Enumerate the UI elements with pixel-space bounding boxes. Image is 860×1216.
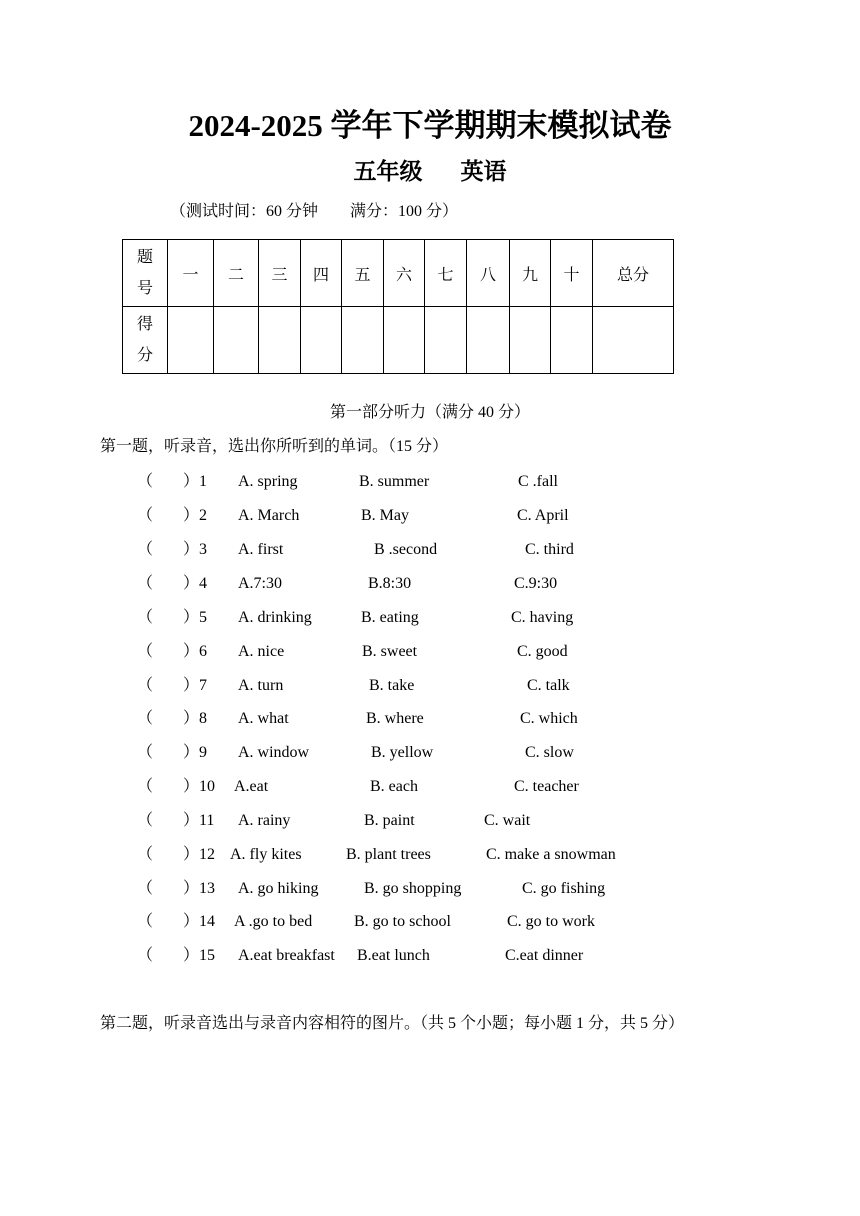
answer-paren-open: （ — [137, 947, 154, 964]
option-b: B. where — [366, 710, 424, 727]
option-a: A. drinking — [238, 609, 312, 626]
option-b: B. May — [361, 507, 409, 524]
question-number: 6 — [199, 643, 207, 660]
question-number: 13 — [199, 880, 215, 897]
option-a: A. go hiking — [238, 880, 319, 897]
option-a: A. spring — [238, 473, 298, 490]
option-a: A. what — [238, 710, 289, 727]
answer-paren-open: （ — [137, 880, 154, 897]
answer-paren-close: ） — [183, 710, 200, 727]
answer-paren-close: ） — [183, 744, 200, 761]
option-c: C. having — [511, 609, 574, 626]
option-b: B. paint — [364, 812, 415, 829]
option-b: B. yellow — [371, 744, 434, 761]
option-c: C .fall — [518, 473, 558, 490]
header-label-top: 题 — [136, 249, 153, 266]
question-number: 14 — [199, 913, 215, 930]
question-number: 2 — [199, 507, 207, 524]
column-header: 四 — [301, 240, 342, 307]
score-table-score-label — [123, 307, 168, 374]
answer-paren-close: ） — [183, 947, 200, 964]
score-cell[interactable] — [384, 307, 425, 374]
answer-paren-close: ） — [183, 507, 200, 524]
column-header: 七 — [425, 240, 467, 307]
question-number: 15 — [199, 947, 215, 964]
score-cell[interactable] — [510, 307, 551, 374]
score-cell[interactable] — [214, 307, 259, 374]
answer-paren-open: （ — [137, 744, 154, 761]
column-header: 二 — [214, 240, 259, 307]
question-row — [0, 469, 860, 495]
question-row — [0, 639, 860, 665]
question-row — [0, 503, 860, 529]
answer-paren-open: （ — [137, 609, 154, 626]
grade-label: 五年级 — [353, 159, 423, 184]
question-row — [0, 605, 860, 631]
score-label-top: 得 — [136, 316, 153, 333]
question-number: 8 — [199, 710, 207, 727]
question-row — [0, 537, 860, 563]
option-b: B. plant trees — [346, 846, 431, 863]
answer-paren-close: ） — [183, 846, 200, 863]
column-header: 九 — [510, 240, 551, 307]
answer-paren-close: ） — [183, 541, 200, 558]
q1-instruction: 第一题，听录音，选出你所听到的单词。（15 分） — [100, 438, 449, 455]
column-header: 三 — [259, 240, 301, 307]
answer-paren-close: ） — [183, 643, 200, 660]
question-row — [0, 571, 860, 597]
answer-paren-open: （ — [137, 473, 154, 490]
score-cell[interactable] — [342, 307, 384, 374]
score-table-header-row — [123, 240, 674, 307]
question-row — [0, 673, 860, 699]
answer-paren-close: ） — [183, 913, 200, 930]
column-header: 十 — [551, 240, 593, 307]
exam-info — [170, 200, 458, 224]
option-a: A. first — [238, 541, 284, 558]
answer-paren-open: （ — [137, 643, 154, 660]
question-number: 10 — [199, 778, 215, 795]
option-c: C. April — [517, 507, 569, 524]
question-number: 11 — [199, 812, 215, 829]
option-c: C. good — [517, 643, 568, 660]
score-cell[interactable] — [551, 307, 593, 374]
answer-paren-open: （ — [137, 846, 154, 863]
option-c: C. go fishing — [522, 880, 606, 897]
score-cell[interactable] — [467, 307, 510, 374]
option-b: B. go shopping — [364, 880, 462, 897]
question-row — [0, 842, 860, 868]
answer-paren-open: （ — [137, 677, 154, 694]
answer-paren-open: （ — [137, 575, 154, 592]
answer-paren-close: ） — [183, 812, 200, 829]
column-header-total: 总分 — [593, 240, 674, 307]
question-row — [0, 706, 860, 732]
score-table-header-label — [123, 240, 168, 307]
column-header: 一 — [168, 240, 214, 307]
option-a: A. fly kites — [230, 846, 302, 863]
column-header: 六 — [384, 240, 425, 307]
option-b: B.eat lunch — [357, 947, 430, 964]
question-row — [0, 943, 860, 969]
question-number: 4 — [199, 575, 207, 592]
question-row — [0, 774, 860, 800]
option-c: C. go to work — [507, 913, 595, 930]
option-c: C.9:30 — [514, 575, 558, 592]
option-a: A. nice — [238, 643, 285, 660]
question-row — [0, 876, 860, 902]
option-c: C. wait — [484, 812, 531, 829]
option-b: B. summer — [359, 473, 430, 490]
answer-paren-open: （ — [137, 778, 154, 795]
option-b: B. eating — [361, 609, 419, 626]
column-header: 八 — [467, 240, 510, 307]
part1-title: 第一部分听力（满分 40 分） — [329, 404, 530, 421]
option-a: A.7:30 — [238, 575, 282, 592]
time-info: （测试时间：60 分钟 — [170, 203, 319, 220]
score-cell[interactable] — [425, 307, 467, 374]
answer-paren-close: ） — [183, 609, 200, 626]
option-a: A .go to bed — [234, 913, 313, 930]
option-a: A.eat — [234, 778, 269, 795]
score-cell[interactable] — [301, 307, 342, 374]
score-cell-total[interactable] — [593, 307, 674, 374]
option-a: A. March — [238, 507, 300, 524]
option-b: B.8:30 — [368, 575, 412, 592]
score-cell[interactable] — [259, 307, 301, 374]
answer-paren-close: ） — [183, 575, 200, 592]
answer-paren-open: （ — [137, 710, 154, 727]
option-c: C. talk — [527, 677, 570, 694]
score-info: 满分：100 分） — [350, 203, 459, 220]
score-label-bottom: 分 — [136, 347, 153, 364]
answer-paren-open: （ — [137, 541, 154, 558]
option-b: B. sweet — [362, 643, 418, 660]
exam-title: 2024-2025 学年下学期期末模拟试卷 — [188, 108, 672, 143]
question-number: 5 — [199, 609, 207, 626]
option-c: C. teacher — [514, 778, 579, 795]
question-number: 3 — [199, 541, 207, 558]
option-b: B .second — [374, 541, 438, 558]
option-a: A. window — [238, 744, 310, 761]
question-number: 7 — [199, 677, 207, 694]
exam-subtitle — [0, 156, 860, 188]
option-b: B. each — [370, 778, 418, 795]
option-c: C. third — [525, 541, 574, 558]
subject-label: 英语 — [460, 159, 507, 184]
score-table — [122, 239, 674, 374]
q2-instruction: 第二题，听录音选出与录音内容相符的图片。（共 5 个小题；每小题 1 分，共 5 分） — [100, 1015, 685, 1032]
option-a: A. turn — [238, 677, 284, 694]
question-number: 12 — [199, 846, 215, 863]
header-label-bottom: 号 — [136, 280, 153, 297]
question-number: 9 — [199, 744, 207, 761]
option-c: C. make a snowman — [486, 846, 616, 863]
score-cell[interactable] — [168, 307, 214, 374]
answer-paren-close: ） — [183, 473, 200, 490]
answer-paren-close: ） — [183, 677, 200, 694]
option-b: B. take — [369, 677, 415, 694]
column-header: 五 — [342, 240, 384, 307]
option-c: C. slow — [525, 744, 574, 761]
option-c: C. which — [520, 710, 578, 727]
score-table-score-row — [123, 307, 674, 374]
question-row — [0, 740, 860, 766]
answer-paren-close: ） — [183, 778, 200, 795]
option-c: C.eat dinner — [505, 947, 584, 964]
question-number: 1 — [199, 473, 207, 490]
option-a: A.eat breakfast — [238, 947, 335, 964]
option-b: B. go to school — [354, 913, 451, 930]
option-a: A. rainy — [238, 812, 291, 829]
answer-paren-open: （ — [137, 507, 154, 524]
question-row — [0, 909, 860, 935]
answer-paren-open: （ — [137, 812, 154, 829]
answer-paren-open: （ — [137, 913, 154, 930]
question-row — [0, 808, 860, 834]
answer-paren-close: ） — [183, 880, 200, 897]
